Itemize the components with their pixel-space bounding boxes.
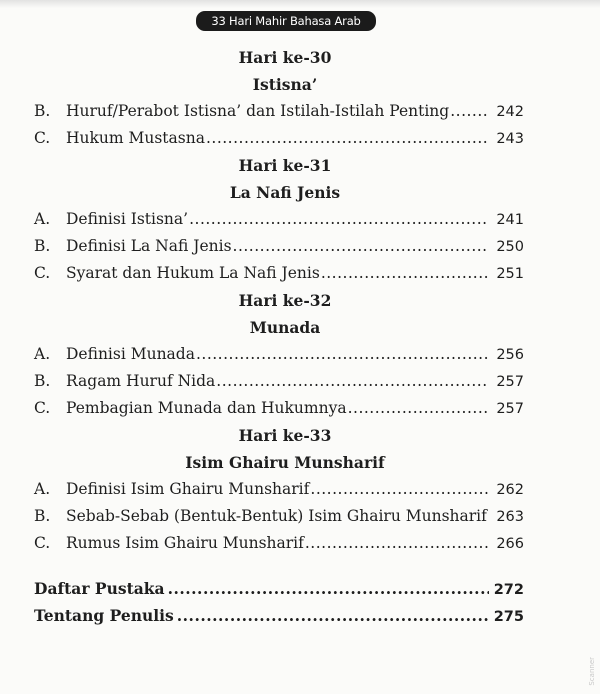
dot-leader	[348, 395, 489, 422]
section-gap	[34, 557, 524, 575]
toc-extra-entry[interactable]	[34, 575, 524, 602]
day-heading: Hari ke-30	[238, 48, 332, 67]
book-title-badge: 33 Hari Mahir Bahasa Arab	[196, 11, 376, 31]
extra-title: Tentang Penulis	[34, 606, 174, 625]
entry-page: 256	[496, 347, 524, 363]
extra-title: Daftar Pustaka	[34, 579, 165, 598]
entry-title: Definisi Isim Ghairu Munsharif	[66, 480, 310, 498]
entry-title: Definisi Munada	[66, 345, 195, 363]
entry-page: 266	[496, 536, 524, 552]
scanner-watermark: Scanner	[588, 657, 596, 686]
day-heading: Hari ke-33	[238, 426, 332, 445]
dot-leader	[321, 260, 489, 287]
entry-title: Huruf/Perabot Istisna’ dan Istilah-Istilah Penting	[66, 102, 450, 120]
dot-leader	[450, 98, 489, 125]
entry-title: Ragam Huruf Nida	[66, 372, 216, 390]
dot-leader	[189, 206, 489, 233]
extra-page: 272	[493, 582, 524, 598]
section-heading: Munada	[249, 318, 321, 337]
extra-page: 275	[493, 609, 524, 625]
entry-title: Rumus Isim Ghairu Munsharif	[66, 534, 304, 552]
entry-page: 257	[496, 401, 524, 417]
entry-title: Hukum Mustasna	[66, 129, 205, 147]
toc-entry[interactable]	[34, 233, 524, 260]
entry-letter: A.	[34, 210, 51, 228]
entry-title: Sebab-Sebab (Bentuk-Bentuk) Isim Ghairu Munsharif	[66, 507, 487, 525]
entry-page: 263	[496, 509, 524, 525]
toc-entry[interactable]	[34, 503, 524, 530]
entry-title: Definisi Istisna’	[66, 210, 189, 228]
toc-entry[interactable]	[34, 341, 524, 368]
toc-entry[interactable]	[34, 125, 524, 152]
entry-letter: B.	[34, 237, 51, 255]
entry-page: 241	[496, 212, 524, 228]
entry-title: Pembagian Munada dan Hukumnya	[66, 399, 347, 417]
dot-leader	[196, 341, 489, 368]
entry-letter: C.	[34, 534, 51, 552]
page-top-edge	[0, 0, 600, 8]
entry-letter: B.	[34, 102, 51, 120]
dot-leader	[233, 233, 489, 260]
toc-entry[interactable]	[34, 368, 524, 395]
dot-leader	[177, 602, 489, 629]
entry-page: 257	[496, 374, 524, 390]
dot-leader	[168, 575, 489, 602]
dot-leader	[305, 530, 489, 557]
toc-entry[interactable]	[34, 260, 524, 287]
toc-entry[interactable]	[34, 206, 524, 233]
entry-letter: B.	[34, 507, 51, 525]
entry-letter: C.	[34, 399, 51, 417]
day-heading: Hari ke-32	[238, 291, 332, 310]
entry-page: 262	[496, 482, 524, 498]
day-heading: Hari ke-31	[238, 156, 332, 175]
section-heading: Isim Ghairu Munsharif	[185, 453, 385, 472]
section-heading: Istisna’	[252, 75, 318, 94]
entry-letter: A.	[34, 345, 51, 363]
entry-letter: C.	[34, 264, 51, 282]
section-heading: La Nafi Jenis	[229, 183, 341, 202]
entry-page: 243	[496, 131, 524, 147]
entry-letter: B.	[34, 372, 51, 390]
entry-title: Syarat dan Hukum La Nafi Jenis	[66, 264, 320, 282]
dot-leader	[216, 368, 489, 395]
entry-letter: C.	[34, 129, 51, 147]
entry-page: 251	[496, 266, 524, 282]
dot-leader	[206, 125, 489, 152]
table-of-contents	[34, 44, 524, 629]
dot-leader	[488, 503, 489, 530]
dot-leader	[310, 476, 489, 503]
entry-page: 242	[496, 104, 524, 120]
toc-extra-entry[interactable]	[34, 602, 524, 629]
toc-entry[interactable]	[34, 476, 524, 503]
toc-entry[interactable]	[34, 395, 524, 422]
entry-title: Definisi La Nafi Jenis	[66, 237, 232, 255]
toc-entry[interactable]	[34, 98, 524, 125]
toc-entry[interactable]	[34, 530, 524, 557]
entry-letter: A.	[34, 480, 51, 498]
entry-page: 250	[496, 239, 524, 255]
